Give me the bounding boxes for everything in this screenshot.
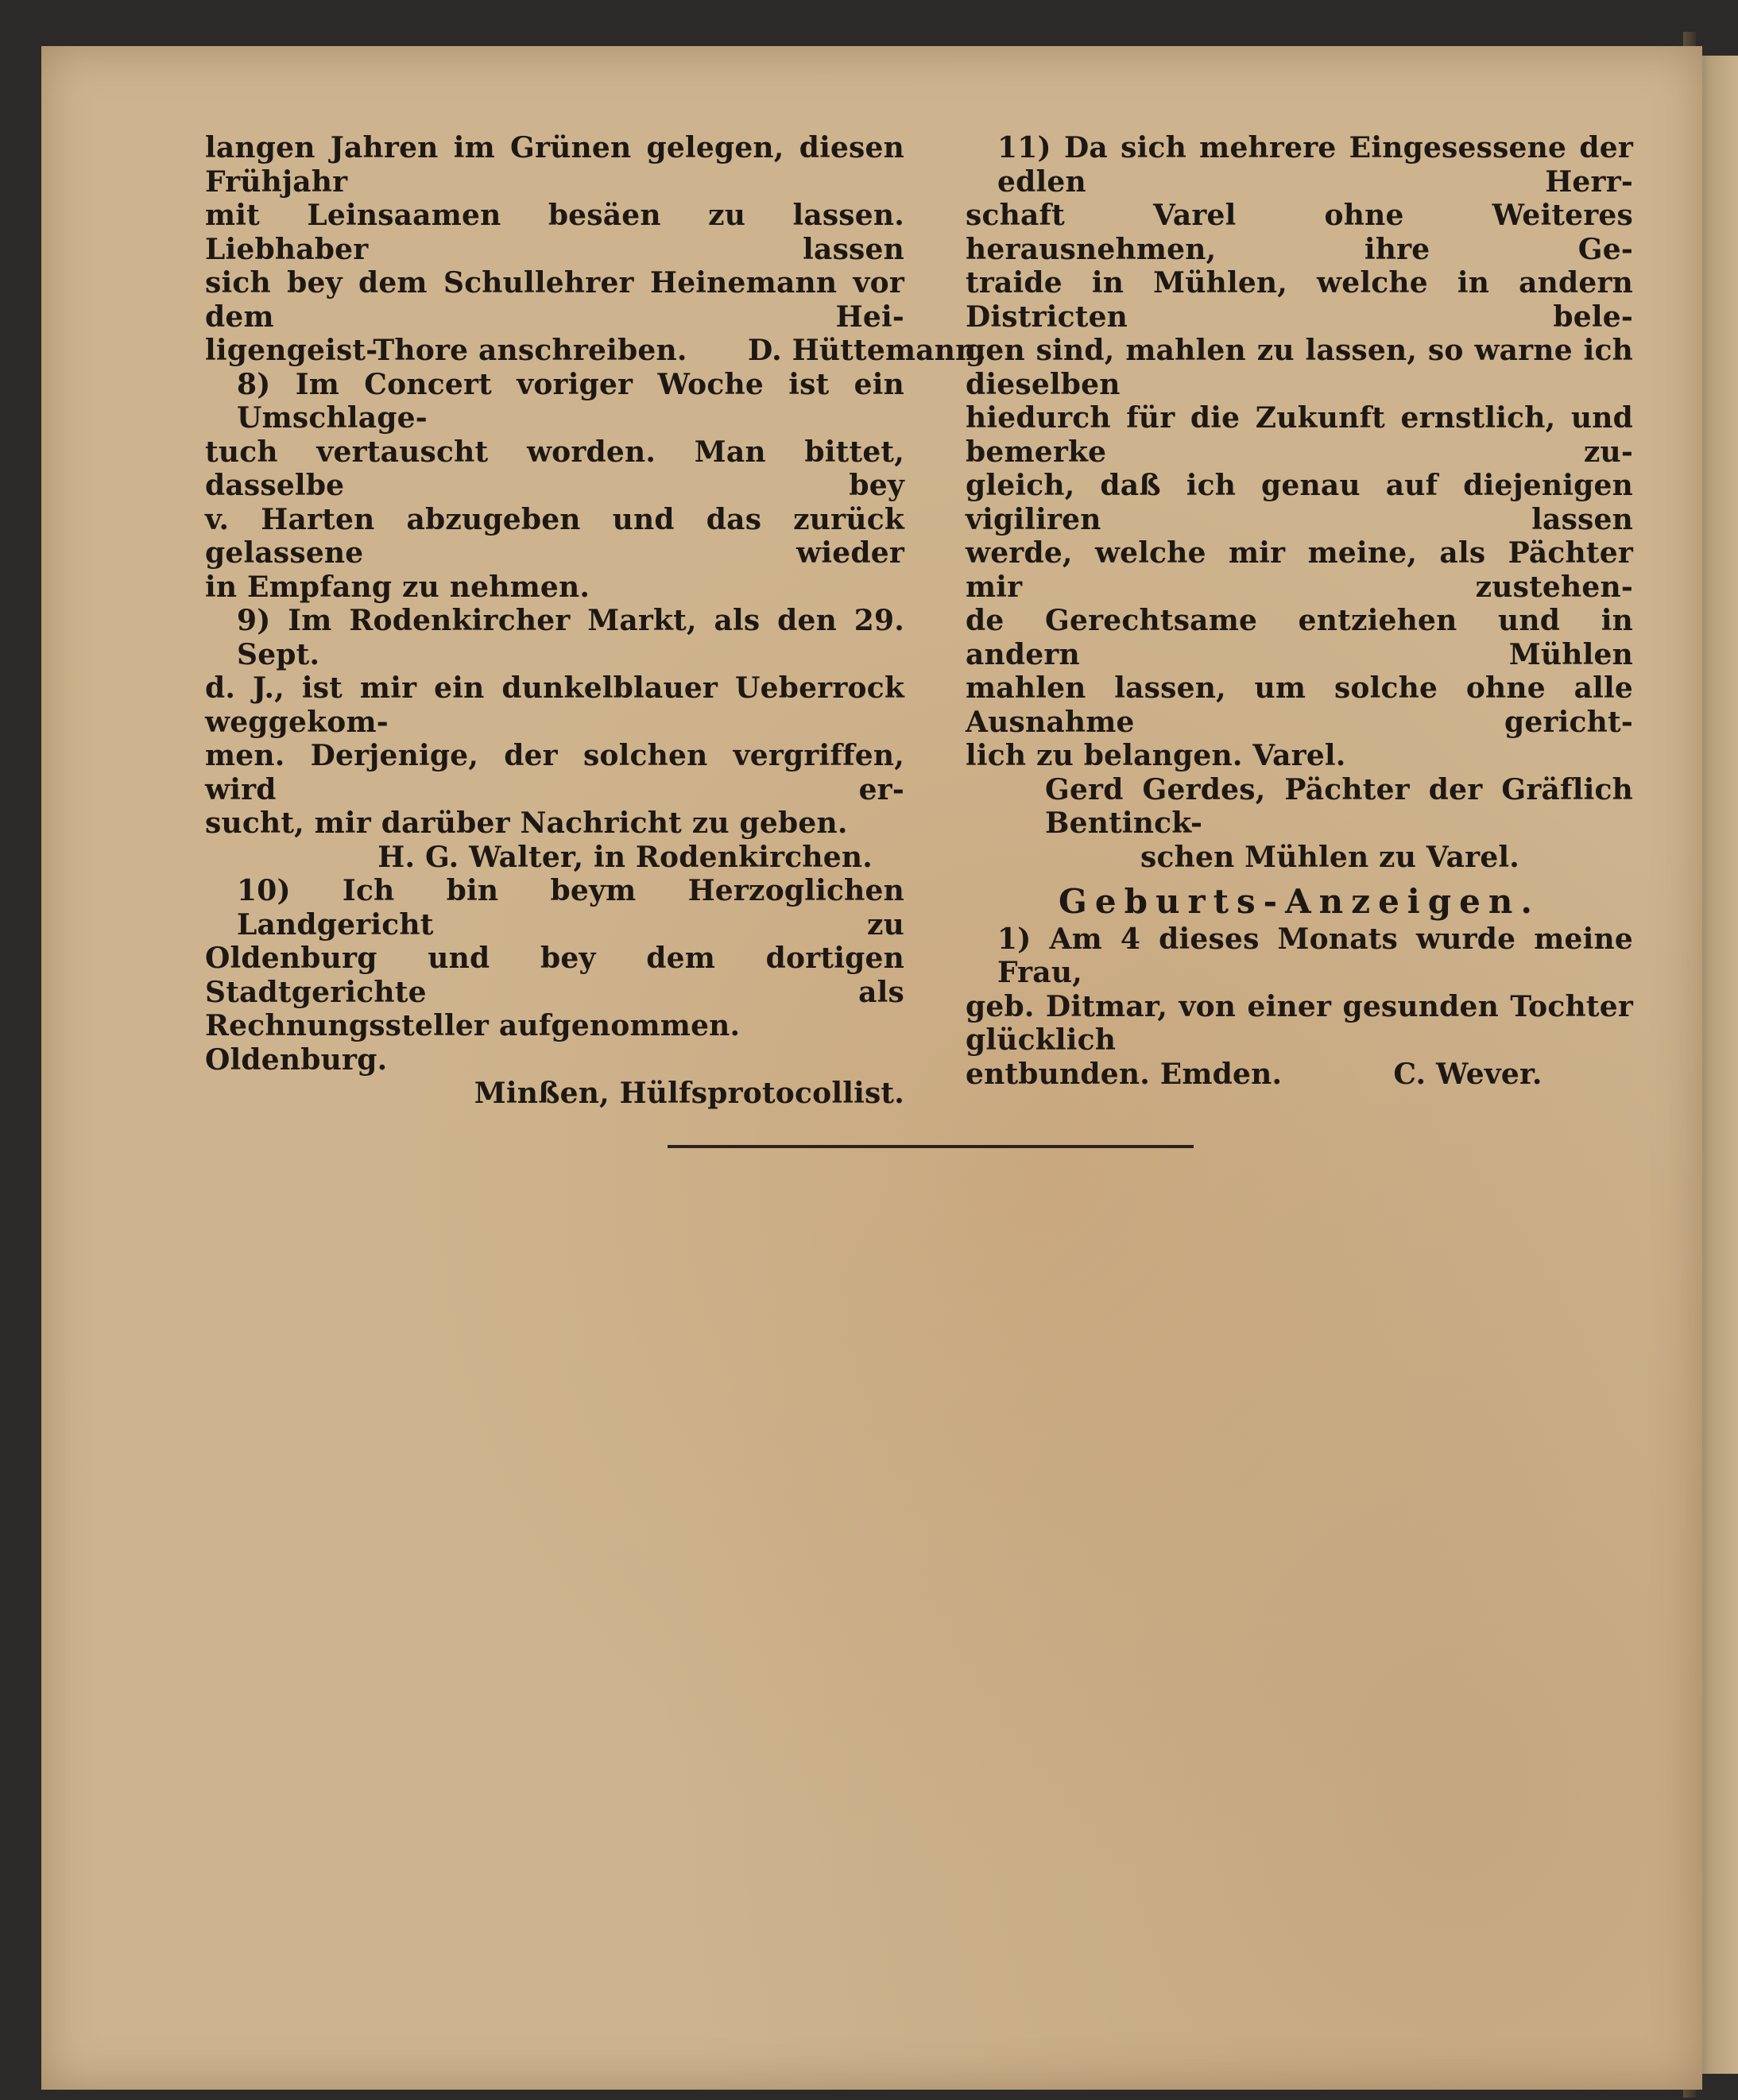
text-line: schaft Varel ohne Weiteres herausnehmen, ihre Ge- xyxy=(966,199,1633,266)
text-line: 11) Da sich mehrere Eingesessene der edlen Herr- xyxy=(997,131,1633,199)
signature: Minßen, Hülfsprotocollist. xyxy=(474,1077,904,1110)
text-line: sucht, mir darüber Nachricht zu geben. xyxy=(205,806,848,840)
text-line: tuch vertauscht worden. Man bittet, dasselbe bey xyxy=(205,435,904,502)
text-line: 8) Im Concert voriger Woche ist ein Umschlage- xyxy=(237,367,904,435)
text-line: 10) Ich bin beym Herzoglichen Landgericht zu xyxy=(237,874,904,942)
text-line: Oldenburg und bey dem dortigen Stadtgerichte als xyxy=(205,942,904,1009)
right-column xyxy=(966,131,1633,1091)
text-line: geb. Ditmar, von einer gesunden Tochter glücklich xyxy=(966,989,1633,1057)
text-line: entbunden. Emden. C. Wever. xyxy=(966,1057,1543,1091)
text-line: in Empfang zu nehmen. xyxy=(205,570,590,604)
signature: schen Mühlen zu Varel. xyxy=(1140,840,1520,874)
text-line: mit Leinsaamen besäen zu lassen. Liebhaber lassen xyxy=(205,199,904,266)
text-line: lich zu belangen. Varel. xyxy=(966,739,1346,772)
text-line: men. Derjenige, der solchen vergriffen, wird er- xyxy=(205,739,904,806)
end-rule xyxy=(668,1145,1194,1148)
text-line: 1) Am 4 dieses Monats wurde meine Frau, xyxy=(997,922,1633,989)
text-line: sich bey dem Schullehrer Heinemann vor dem Hei- xyxy=(205,266,904,334)
text-line: gleich, daß ich genau auf diejenigen vigiliren lassen xyxy=(966,469,1633,536)
text-line: traide in Mühlen, welche in andern Districten bele- xyxy=(966,266,1633,334)
text-line: werde, welche mir meine, als Pächter mir zustehen- xyxy=(966,536,1633,604)
text-line: mahlen lassen, um solche ohne alle Ausnahme gericht- xyxy=(966,671,1633,739)
text-line: v. Harten abzugeben und das zurück gelassene wieder xyxy=(205,502,904,570)
text-line: hiedurch für die Zukunft ernstlich, und bemerke zu- xyxy=(966,401,1633,469)
text-line: ligengeist-Thore anschreiben. D. Hüttemann. xyxy=(205,334,987,367)
text-line: 9) Im Rodenkircher Markt, als den 29. Sept. xyxy=(237,604,904,671)
text-line: de Gerechtsame entziehen und in andern Mühlen xyxy=(966,604,1633,671)
text-line: Rechnungssteller aufgenommen. Oldenburg. xyxy=(205,1009,741,1077)
text-line: langen Jahren im Grünen gelegen, diesen Frühjahr xyxy=(205,131,904,199)
text-line: gen sind, mahlen zu lassen, so warne ich dieselben xyxy=(966,334,1633,401)
left-column xyxy=(205,131,987,1111)
signature: Gerd Gerdes, Pächter der Gräflich Bentinck- xyxy=(1045,772,1633,840)
signature: H. G. Walter, in Rodenkirchen. xyxy=(377,840,873,874)
text-line: d. J., ist mir ein dunkelblauer Ueberrock weggekom- xyxy=(205,671,904,739)
section-heading: Geburts-Anzeigen. xyxy=(1059,882,1540,921)
